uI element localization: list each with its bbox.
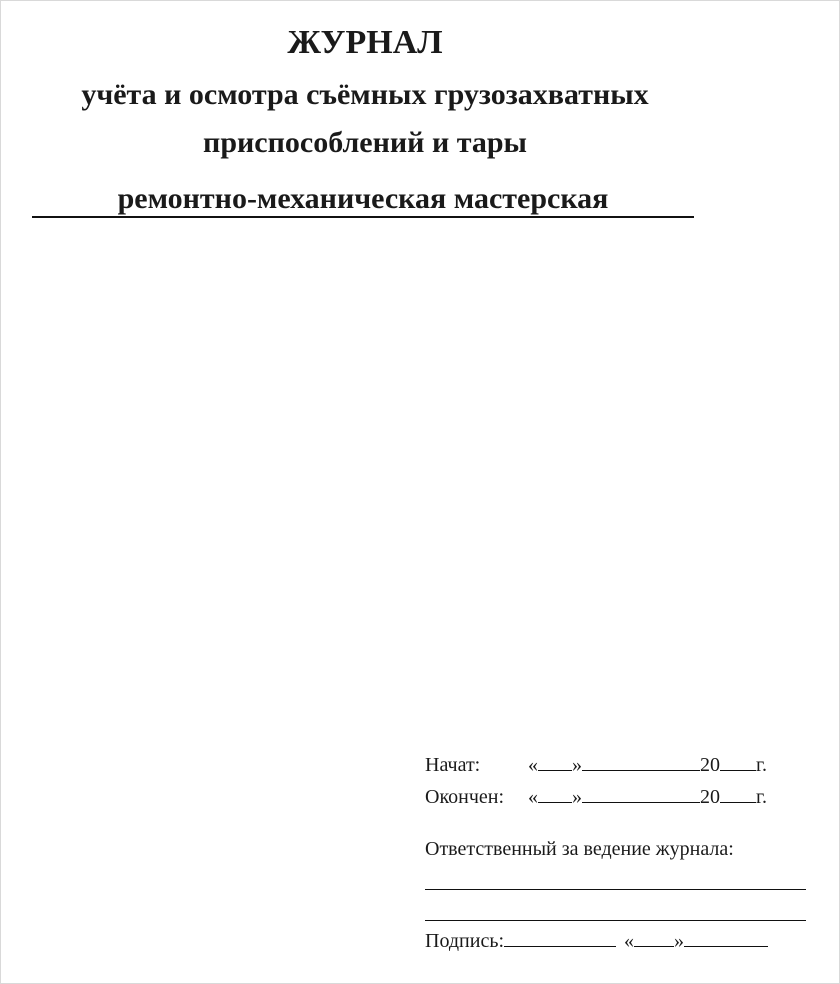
- responsible-label: Ответственный за ведение журнала:: [425, 838, 734, 860]
- quote-open: «: [624, 930, 635, 952]
- ended-date-row: [425, 784, 767, 809]
- department-name: ремонтно-механическая мастерская: [32, 176, 694, 218]
- quote-open: «: [528, 786, 538, 808]
- year-suffix: г.: [756, 754, 767, 776]
- journal-subtitle-line2: приспособлений и тары: [203, 126, 527, 159]
- month-blank[interactable]: [582, 752, 700, 771]
- signature-label: Подпись:: [425, 930, 505, 952]
- year-suffix: г.: [756, 786, 767, 808]
- year-blank[interactable]: [720, 752, 756, 771]
- quote-close: »: [572, 786, 582, 808]
- year-blank[interactable]: [720, 784, 756, 803]
- year-prefix: 20: [700, 786, 720, 808]
- signature-day-blank[interactable]: [634, 928, 674, 947]
- responsible-name-line[interactable]: [425, 889, 806, 890]
- ended-label: Окончен:: [425, 786, 505, 808]
- year-prefix: 20: [700, 754, 720, 776]
- signature-row: [425, 928, 768, 953]
- started-label: Начат:: [425, 754, 481, 776]
- quote-close: »: [572, 754, 582, 776]
- quote-open: «: [528, 754, 538, 776]
- journal-subtitle-line1: учёта и осмотра съёмных грузозахватных: [81, 78, 649, 111]
- started-date-row: [425, 752, 767, 777]
- signature-blank[interactable]: [504, 928, 616, 947]
- journal-title: ЖУРНАЛ: [287, 24, 443, 61]
- month-blank[interactable]: [582, 784, 700, 803]
- day-blank[interactable]: [538, 784, 572, 803]
- responsible-name-line-2[interactable]: [425, 920, 806, 921]
- signature-date-blank[interactable]: [684, 928, 768, 947]
- quote-close: »: [674, 930, 685, 952]
- day-blank[interactable]: [538, 752, 572, 771]
